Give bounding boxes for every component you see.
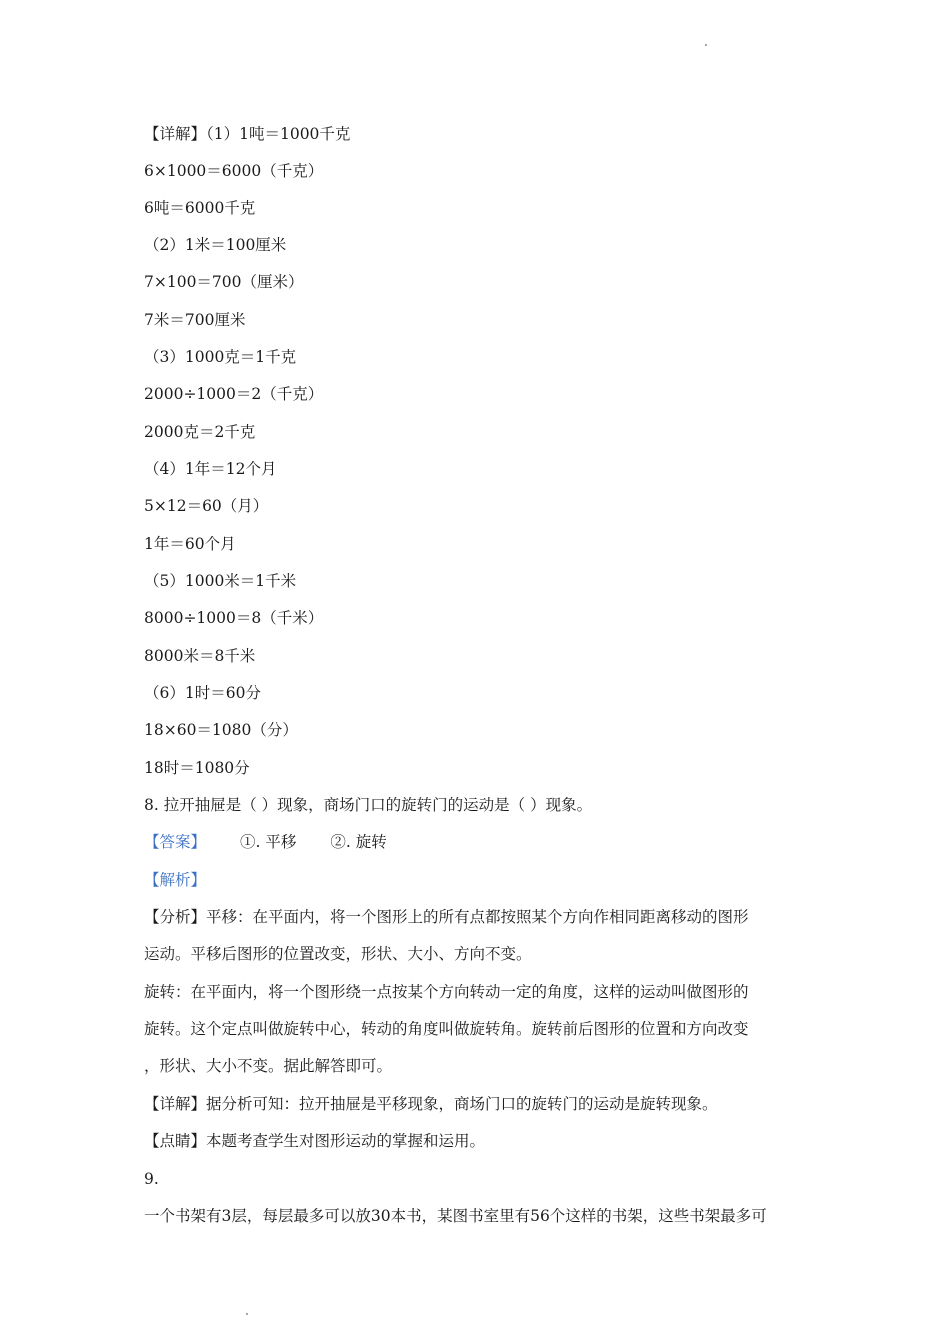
detail-line: 6×1000＝6000（千克） <box>144 162 324 180</box>
detail-line: （6）1时＝60分 <box>144 684 261 702</box>
analysis-label: 【解析】 <box>144 871 207 889</box>
detail-line: 6吨＝6000千克 <box>144 199 256 217</box>
detail-line: 【详解】（1）1吨＝1000千克 <box>144 125 351 143</box>
detail-line: （2）1米＝100厘米 <box>144 236 287 254</box>
answer-2: ②. 旋转 <box>330 833 387 851</box>
answer-label: 【答案】 <box>144 833 207 851</box>
answer-row <box>144 831 387 853</box>
analysis-line: 旋转。这个定点叫做旋转中心，转动的角度叫做旋转角。旋转前后图形的位置和方向改变 <box>144 1020 749 1038</box>
analysis-line: ，形状、大小不变。据此解答即可。 <box>144 1057 393 1075</box>
question-text: 8. 拉开抽屉是（ ）现象，商场门口的旋转门的运动是（ ）现象。 <box>144 796 593 814</box>
page-mark <box>705 44 707 46</box>
answer-1: ①. 平移 <box>240 833 297 851</box>
analysis-line: 运动。平移后图形的位置改变，形状、大小、方向不变。 <box>144 945 532 963</box>
detail-line: （5）1000米＝1千米 <box>144 572 297 590</box>
detail-line: （3）1000克＝1千克 <box>144 348 297 366</box>
analysis-line: 【分析】平移：在平面内，将一个图形上的所有点都按照某个方向作相同距离移动的图形 <box>144 908 749 926</box>
detail-line: 18×60＝1080（分） <box>144 721 298 739</box>
detail-line: 7×100＝700（厘米） <box>144 273 304 291</box>
detail-line: 【详解】据分析可知：拉开抽屉是平移现象，商场门口的旋转门的运动是旋转现象。 <box>144 1095 718 1113</box>
detail-line: 8000÷1000＝8（千米） <box>144 609 324 627</box>
question-text: 一个书架有3层，每层最多可以放30本书，某图书室里有56个这样的书架，这些书架最多可 <box>144 1207 767 1225</box>
question-number: 9. <box>144 1170 159 1188</box>
detail-line: 2000÷1000＝2（千克） <box>144 385 324 403</box>
detail-line: 1年＝60个月 <box>144 535 236 553</box>
detail-line: 5×12＝60（月） <box>144 497 269 515</box>
page-mark <box>246 1313 248 1315</box>
detail-line: 8000米＝8千米 <box>144 647 256 665</box>
detail-line: 18时＝1080分 <box>144 759 250 777</box>
detail-line: 7米＝700厘米 <box>144 311 246 329</box>
detail-line: 2000克＝2千克 <box>144 423 256 441</box>
remark-line: 【点睛】本题考查学生对图形运动的掌握和运用。 <box>144 1132 486 1150</box>
analysis-line: 旋转：在平面内，将一个图形绕一点按某个方向转动一定的角度，这样的运动叫做图形的 <box>144 983 749 1001</box>
detail-line: （4）1年＝12个月 <box>144 460 277 478</box>
